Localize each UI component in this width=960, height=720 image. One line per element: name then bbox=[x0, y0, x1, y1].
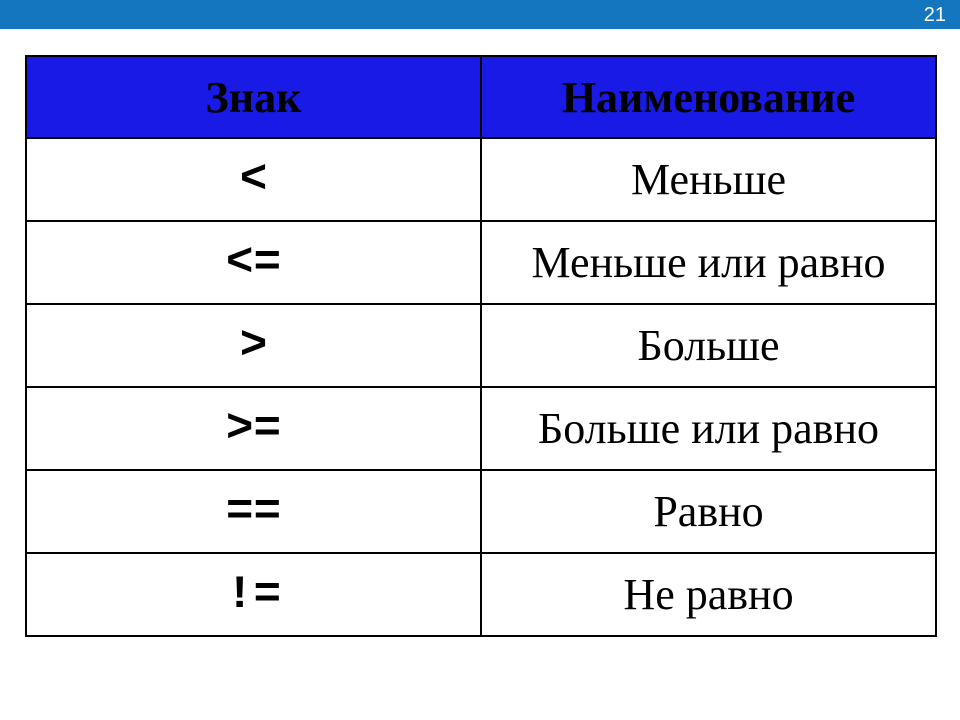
table-row bbox=[26, 138, 936, 221]
top-bar bbox=[0, 0, 960, 29]
header-name: Наименование bbox=[481, 56, 936, 138]
table-header-row bbox=[26, 56, 936, 138]
table-row bbox=[26, 387, 936, 470]
operator-sign: >= bbox=[26, 387, 481, 470]
operator-name: Больше или равно bbox=[481, 387, 936, 470]
table-row bbox=[26, 553, 936, 636]
slide-number: 21 bbox=[923, 4, 946, 26]
table-row bbox=[26, 470, 936, 553]
operator-sign: > bbox=[26, 304, 481, 387]
operator-sign: < bbox=[26, 138, 481, 221]
table-row bbox=[26, 304, 936, 387]
operator-name: Меньше bbox=[481, 138, 936, 221]
table-row bbox=[26, 221, 936, 304]
operator-name: Равно bbox=[481, 470, 936, 553]
operator-sign: <= bbox=[26, 221, 481, 304]
operator-name: Меньше или равно bbox=[481, 221, 936, 304]
comparison-operators-table bbox=[25, 55, 937, 637]
operator-name: Больше bbox=[481, 304, 936, 387]
header-sign: Знак bbox=[26, 56, 481, 138]
operator-sign: == bbox=[26, 470, 481, 553]
operator-name: Не равно bbox=[481, 553, 936, 636]
operator-sign: != bbox=[26, 553, 481, 636]
